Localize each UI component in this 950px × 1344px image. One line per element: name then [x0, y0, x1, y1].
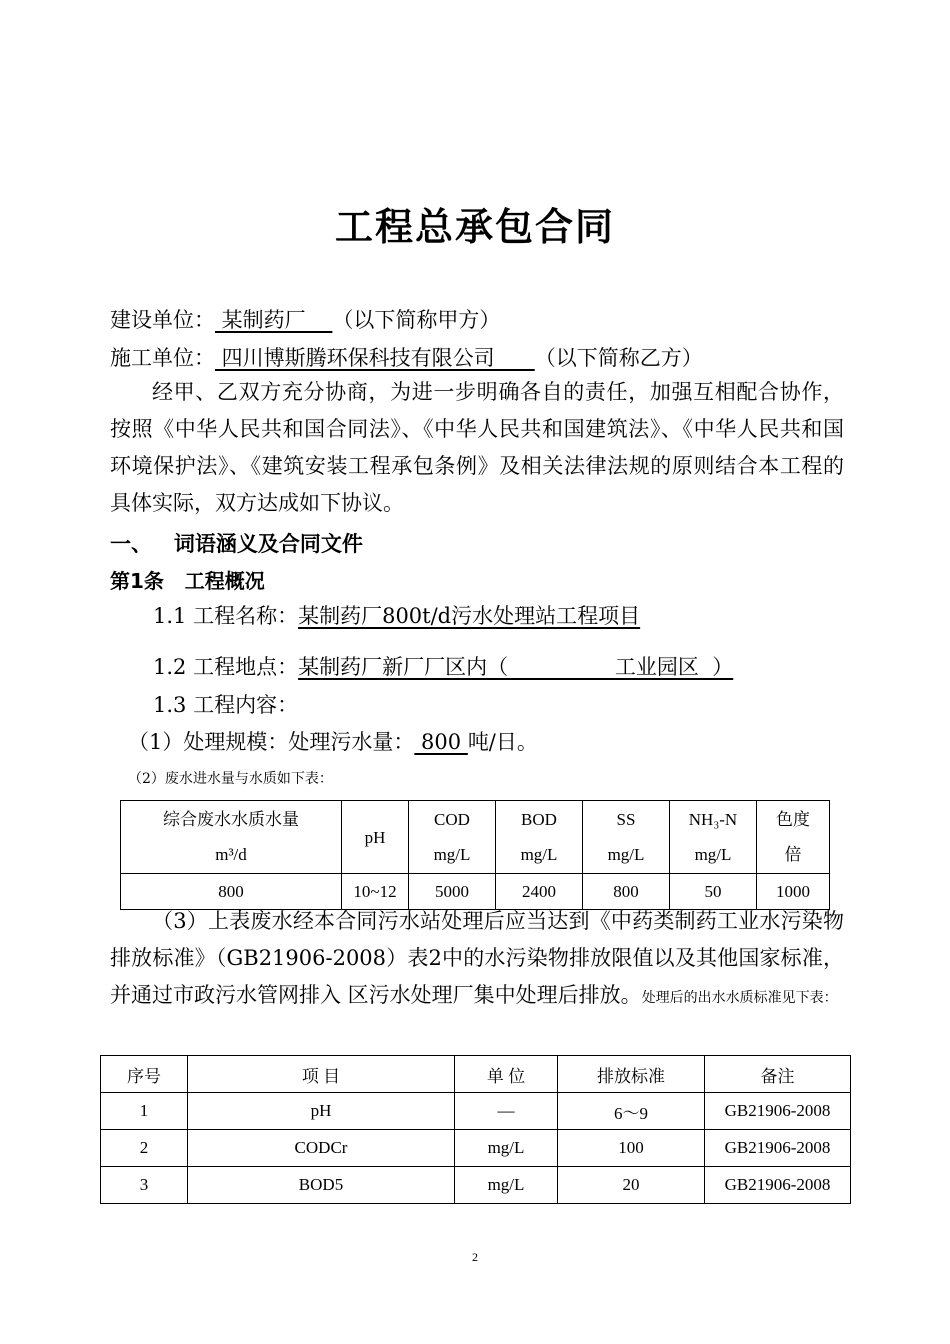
scale-prefix: （1）处理规模：处理污水量：: [128, 730, 415, 754]
table-row: [101, 1093, 851, 1130]
table-cell: GB21906-2008: [705, 1130, 851, 1167]
table-cell: GB21906-2008: [705, 1093, 851, 1130]
party-a-label: 建设单位：: [110, 308, 215, 332]
table-cell: 10~12: [342, 874, 409, 910]
table-cell: 6～9: [558, 1093, 705, 1130]
intro-paragraph: 经甲、乙双方充分协商，为进一步明确各自的责任，加强互相配合协作，按照《中华人民共和国合同法》、《中华人民共和国建筑法》、《中华人民共和国环境保护法》、《建筑安装工程承包条例》及相关法律法规的原则结合本工程的具体实际，双方达成如下协议。: [110, 380, 844, 515]
table-cell: 2: [101, 1130, 188, 1167]
project-name-label: 1.1 工程名称：: [153, 604, 299, 628]
table-cell: 100: [558, 1130, 705, 1167]
table-cell: 1000: [757, 874, 830, 910]
project-name-value: 某制药厂800t/d污水处理站工程项目: [298, 604, 641, 628]
influent-quality-table: [120, 800, 830, 910]
party-a-name: 某制药厂: [215, 308, 333, 332]
header-cell: 序号: [101, 1056, 188, 1093]
header-cell: BOD mg/L: [496, 801, 583, 874]
party-b-line: [110, 342, 703, 372]
discharge-text: （3）上表废水经本合同污水站处理后应当达到《中药类制药工业水污染物排放标准》（GB21906-2008）表2中的水污染物排放限值以及其他国家标准，并通过市政污水管网排入 区污水处理厂集中处理后排放。: [110, 909, 844, 1007]
table-cell: GB21906-2008: [705, 1167, 851, 1204]
table-header-row: [121, 801, 830, 874]
header-cell: 备注: [705, 1056, 851, 1093]
section-heading: 一、 词语涵义及合同文件: [110, 532, 363, 556]
header-cell: NH₃-N mg/L: [670, 801, 757, 874]
header-cell: 综合废水水质水量 m³/d: [121, 801, 342, 874]
table1-caption: （2）废水进水量与水质如下表：: [128, 771, 333, 787]
header-cell: 单 位: [455, 1056, 558, 1093]
table-cell: 3: [101, 1167, 188, 1204]
table-cell: mg/L: [455, 1130, 558, 1167]
project-location-value: 某制药厂新厂厂区内（ 工业园区 ）: [298, 655, 734, 679]
table-row: [101, 1167, 851, 1204]
project-location-line: [153, 651, 733, 681]
project-location-label: 1.2 工程地点：: [153, 655, 299, 679]
table-cell: 800: [583, 874, 670, 910]
discharge-paragraph: [110, 903, 844, 1017]
table-cell: 5000: [409, 874, 496, 910]
table-row: [101, 1130, 851, 1167]
party-a-note: （以下简称甲方）: [332, 308, 501, 332]
party-a-line: [110, 304, 500, 334]
header-cell: SS mg/L: [583, 801, 670, 874]
header-cell: COD mg/L: [409, 801, 496, 874]
table-cell: 1: [101, 1093, 188, 1130]
scale-line: [128, 726, 538, 756]
table-cell: 800: [121, 874, 342, 910]
table-cell: pH: [188, 1093, 455, 1130]
discharge-small-text: 处理后的出水水质标准见下表：: [641, 990, 838, 1006]
table-cell: 20: [558, 1167, 705, 1204]
header-cell: pH: [342, 801, 409, 874]
header-cell: 项 目: [188, 1056, 455, 1093]
article-heading: 第1条 工程概况: [110, 569, 265, 593]
scale-suffix: 吨/日。: [467, 730, 538, 754]
project-content-label: 1.3 工程内容：: [153, 693, 299, 717]
header-cell: 色度 倍: [757, 801, 830, 874]
table-cell: 2400: [496, 874, 583, 910]
party-b-name: 四川博斯腾环保科技有限公司: [215, 346, 535, 370]
party-b-note: （以下简称乙方）: [534, 346, 703, 370]
table-cell: BOD5: [188, 1167, 455, 1204]
page-number: 2: [472, 1250, 478, 1264]
table-header-row: [101, 1056, 851, 1093]
scale-value: 800: [414, 730, 468, 754]
party-b-label: 施工单位：: [110, 346, 215, 370]
table-cell: —: [455, 1093, 558, 1130]
table-cell: CODCr: [188, 1130, 455, 1167]
table-cell: 50: [670, 874, 757, 910]
header-cell: 排放标准: [558, 1056, 705, 1093]
contract-title: 工程总承包合同: [334, 205, 615, 249]
table-cell: mg/L: [455, 1167, 558, 1204]
project-name-line: [153, 600, 640, 630]
effluent-standard-table: [100, 1055, 851, 1204]
